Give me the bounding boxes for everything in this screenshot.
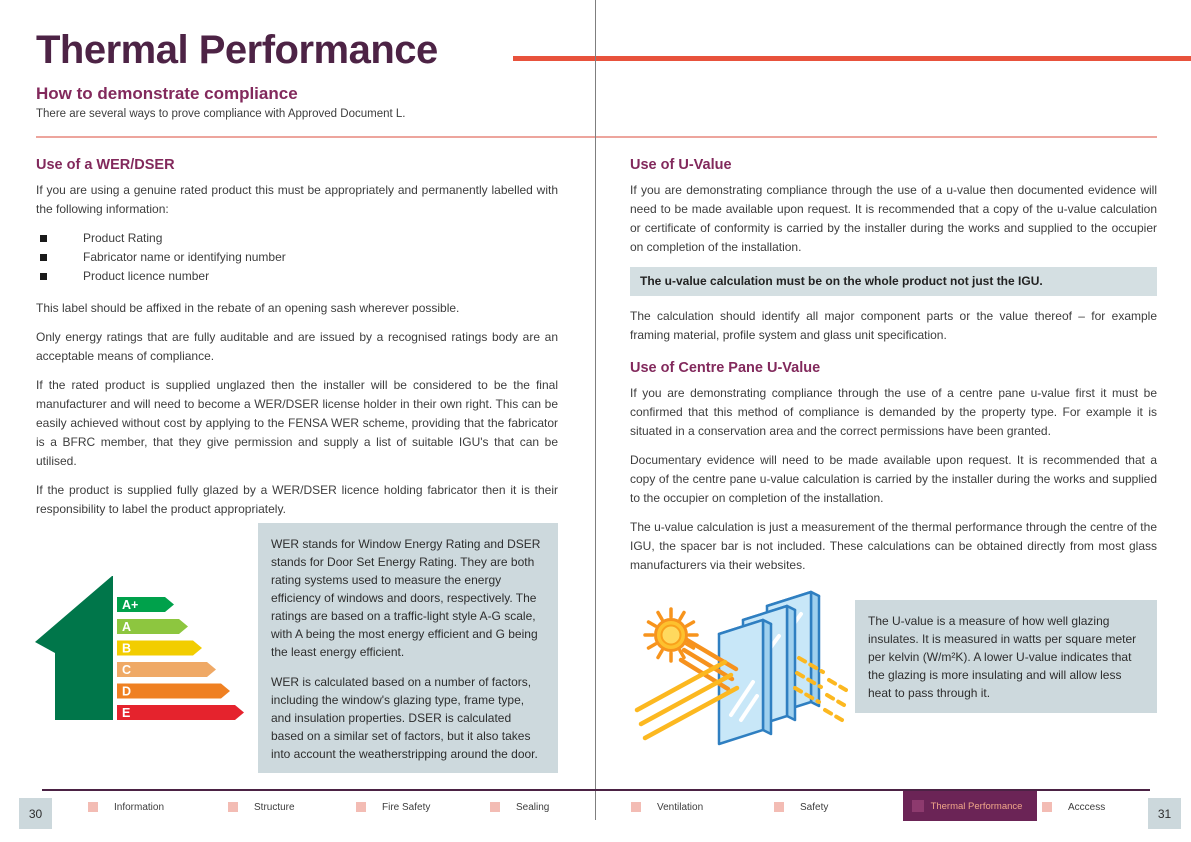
footer-item-label: Ventilation bbox=[657, 801, 704, 813]
bullet-list bbox=[36, 229, 558, 286]
rating-letter: E bbox=[122, 706, 131, 720]
rating-letter: C bbox=[122, 663, 132, 677]
page-number-right: 31 bbox=[1148, 798, 1181, 829]
right-column bbox=[630, 156, 1157, 585]
bullet-square-icon bbox=[356, 802, 366, 812]
footer-item-sealing[interactable] bbox=[490, 799, 549, 815]
rating-letter: A+ bbox=[122, 598, 139, 612]
list-item bbox=[36, 248, 558, 267]
info-box-paragraph: WER is calculated based on a number of factors, including the window's glazing type, frame type, and insulation properties. DSER is calculated based on a similar set of factors, but it also takes into account the weatherstripping around the door. bbox=[271, 675, 538, 761]
section-heading-u-value: Use of U-Value bbox=[630, 157, 732, 173]
footer-item-thermal-performance-active[interactable] bbox=[903, 791, 1037, 821]
house-arrow-shape bbox=[35, 576, 113, 720]
footer-item-label: Thermal Performance bbox=[930, 800, 1023, 812]
rating-letter: B bbox=[122, 641, 132, 656]
footer-item-label: Structure bbox=[254, 801, 295, 813]
bullet-square-icon bbox=[88, 802, 98, 812]
bullet-square-icon bbox=[631, 802, 641, 812]
rating-bar-c bbox=[117, 662, 216, 677]
paragraph: Only energy ratings that are fully auditable and are issued by a recognised ratings body are an acceptable means of compliance. bbox=[36, 330, 558, 363]
footer-item-information[interactable] bbox=[88, 799, 164, 815]
glass-pane-front-icon bbox=[719, 620, 771, 744]
paragraph: The u-value calculation is just a measurement of the thermal performance through the centre of the IGU, the spacer bar is not included. These calculations can be obtained directly from most glass manufacturers via their websites. bbox=[630, 520, 1157, 572]
page-number-left: 30 bbox=[19, 798, 52, 829]
bullet-square-icon bbox=[40, 273, 47, 280]
paragraph: If you are demonstrating compliance through the use of a u-value then documented evidence will need to be made available upon request. It is recommended that a copy of the u-value calculation or certificate of conformity is carried by the installer during the works and supplied to the occupier on completion of the installation. bbox=[630, 183, 1157, 254]
highlight-note: The u-value calculation must be on the whole product not just the IGU. bbox=[630, 267, 1157, 296]
footer-item-fire-safety[interactable] bbox=[356, 799, 430, 815]
paragraph: The calculation should identify all major component parts or the value thereof – for example framing material, profile system and glass unit specification. bbox=[630, 309, 1157, 342]
info-box-wer-dser bbox=[258, 523, 558, 773]
section-heading-wer-dser: Use of a WER/DSER bbox=[36, 157, 175, 173]
paragraph: If the rated product is supplied unglazed then the installer will be considered to be the final manufacturer and will need to become a WER/DSER license holder in their own right. This can be easily achieved without cost by applying to the FENSA WER scheme, providing that the fabricator is a BFRC member, that they give permission and supply a list of suitable IGU's that can be utilised. bbox=[36, 378, 558, 468]
rating-bar-d bbox=[117, 684, 230, 699]
bullet-square-icon bbox=[40, 254, 47, 261]
page-title: Thermal Performance bbox=[36, 28, 438, 72]
list-item bbox=[36, 229, 558, 248]
list-item-label: Product Rating bbox=[83, 231, 163, 245]
paragraph: If you are demonstrating compliance through the use of a centre pane u-value first it must be confirmed that this method of compliance is demanded by the property type. For example it is situated in a conservation area and the correct permissions have been granted. bbox=[630, 386, 1157, 438]
footer-item-label: Fire Safety bbox=[382, 801, 431, 813]
header-rule-line bbox=[36, 136, 1157, 138]
paragraph: If you are using a genuine rated product this must be appropriately and permanently labelled with the following information: bbox=[36, 183, 558, 216]
paragraph: Documentary evidence will need to be made available upon request. It is recommended that a copy of the centre pane u-value calculation is carried by the installer during the works and supplied to the occupier on completion of the installation. bbox=[630, 453, 1157, 505]
bullet-square-icon bbox=[912, 800, 924, 812]
info-box-paragraph: The U-value is a measure of how well glazing insulates. It is measured in watts per square meter per kelvin (W/m²K). A lower U-value indicates that the glazing is more insulating and will allow less heat to pass through it. bbox=[868, 614, 1137, 700]
rating-bar-e bbox=[117, 705, 244, 720]
footer-item-label: Safety bbox=[800, 801, 829, 813]
footer-item-safety[interactable] bbox=[774, 799, 828, 815]
header-accent-line bbox=[513, 56, 1191, 61]
paragraph: This label should be affixed in the rebate of an opening sash wherever possible. bbox=[36, 301, 460, 315]
energy-rating-label-graphic bbox=[33, 572, 248, 740]
bullet-square-icon bbox=[490, 802, 500, 812]
section-heading-centre-pane-u-value: Use of Centre Pane U-Value bbox=[630, 360, 821, 376]
bullet-square-icon bbox=[774, 802, 784, 812]
rating-letter: A bbox=[122, 620, 132, 634]
intro-text: There are several ways to prove compliance with Approved Document L. bbox=[36, 108, 406, 120]
left-column bbox=[36, 156, 558, 529]
footer-item-access[interactable] bbox=[1042, 799, 1105, 815]
footer-item-ventilation[interactable] bbox=[631, 799, 703, 815]
bullet-square-icon bbox=[40, 235, 47, 242]
info-box-paragraph: WER stands for Window Energy Rating and DSER stands for Door Set Energy Rating. They are both rating systems used to measure the energy efficiency of windows and doors, respectively. The ratings are based on a traffic-light style A-G scale, with A being the most energy efficient and G being the least energy efficient. bbox=[271, 537, 541, 659]
footer-item-label: Acccess bbox=[1068, 801, 1106, 813]
list-item bbox=[36, 267, 558, 286]
list-item-label: Fabricator name or identifying number bbox=[83, 250, 286, 264]
info-box-u-value bbox=[855, 600, 1157, 713]
page-subtitle: How to demonstrate compliance bbox=[36, 84, 298, 103]
footer-item-structure[interactable] bbox=[228, 799, 295, 815]
page-divider-line bbox=[595, 0, 596, 820]
paragraph: If the product is supplied fully glazed by a WER/DSER licence holding fabricator then it is their responsibility to label the product appropriately. bbox=[36, 483, 558, 516]
footer-item-label: Sealing bbox=[516, 801, 550, 813]
footer-item-label: Information bbox=[114, 801, 165, 813]
list-item-label: Product licence number bbox=[83, 269, 210, 283]
glazing-illustration bbox=[633, 578, 848, 768]
bullet-square-icon bbox=[1042, 802, 1052, 812]
rating-letter: D bbox=[122, 684, 132, 699]
bullet-square-icon bbox=[228, 802, 238, 812]
